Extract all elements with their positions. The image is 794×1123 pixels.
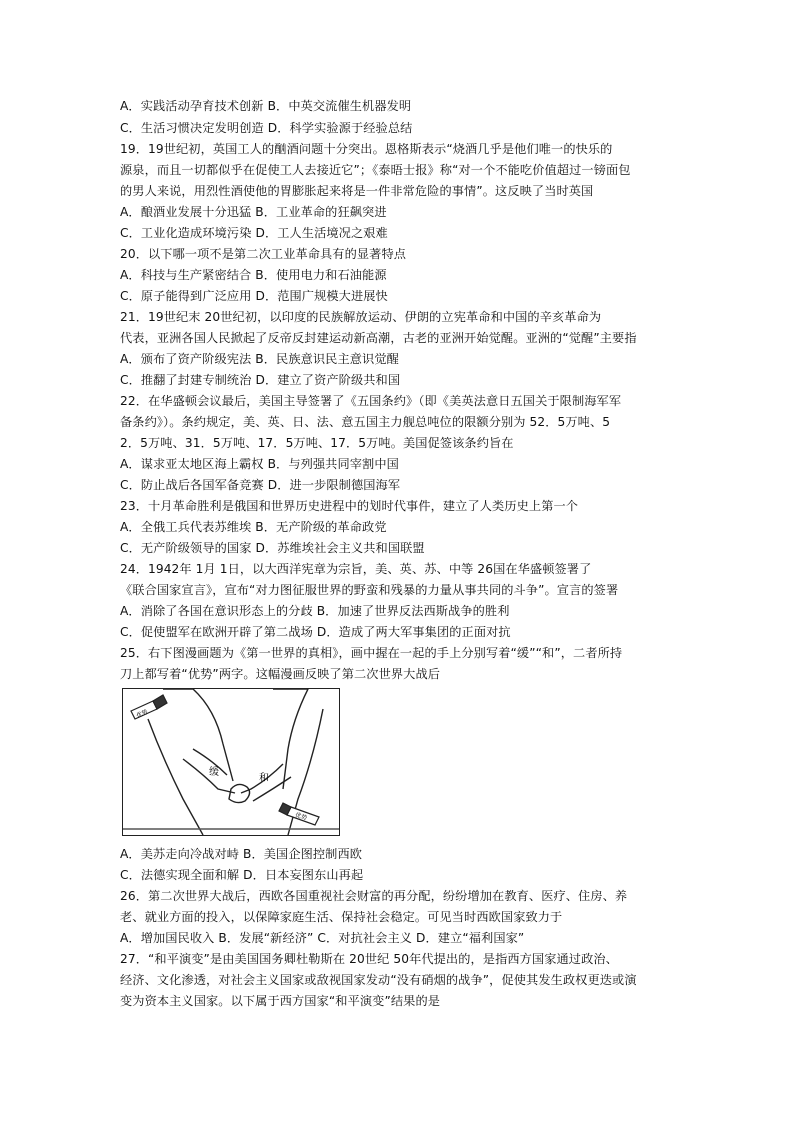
q25-options-cd: C．法德实现全面和解 D．日本妄图东山再起 bbox=[120, 868, 364, 882]
q18-options-ab: A．实践活动孕育技术创新 B．中英交流催生机器发明 bbox=[120, 99, 412, 113]
q19-options-cd: C．工业化造成环境污染 D．工人生活境况之艰难 bbox=[120, 226, 388, 240]
q20-options-cd: C．原子能得到广泛应用 D．范围广规模大进展快 bbox=[120, 289, 388, 303]
handshake-hands bbox=[229, 784, 250, 802]
right-knife-label: 优势 bbox=[294, 811, 308, 823]
q22-stem-line2: 备条约》）。条约规定，美、英、日、法、意五国主力舰总吨位的限额分别为 52．5万吨、5 bbox=[120, 415, 611, 429]
q22-stem-line3: 2．5万吨、31．5万吨、17．5万吨、17．5万吨。美国促签该条约旨在 bbox=[120, 436, 514, 450]
cartoon-drawing bbox=[123, 689, 339, 835]
left-figure-outline bbox=[163, 689, 233, 781]
q19-options-ab: A．酿酒业发展十分迅猛 B．工业革命的狂飙突进 bbox=[120, 205, 387, 219]
right-figure-outline bbox=[273, 689, 308, 789]
q20-options-ab: A．科技与生产紧密结合 B．使用电力和石油能源 bbox=[120, 268, 387, 282]
q24-options-ab: A．消除了各国在意识形态上的分歧 B．加速了世界反法西斯战争的胜利 bbox=[120, 604, 510, 618]
q22-stem-line1: 22．在华盛顿会议最后，美国主导签署了《五国条约》（即《美英法意日五国关于限制海军军 bbox=[120, 394, 622, 408]
q25-stem-line1: 25．右下图漫画题为《第一世界的真相》，画中握在一起的手上分别写着“缓”“和”，二者所持 bbox=[120, 646, 623, 660]
q23-options-cd: C．无产阶级领导的国家 D．苏维埃社会主义共和国联盟 bbox=[120, 541, 425, 555]
q20-stem: 20．以下哪一项不是第二次工业革命具有的显著特点 bbox=[120, 247, 407, 261]
q21-options-ab: A．颁布了资产阶级宪法 B．民族意识民主意识觉醒 bbox=[120, 352, 399, 366]
q26-options: A．增加国民收入 B．发展“新经济” C．对抗社会主义 D．建立“福利国家” bbox=[120, 931, 525, 945]
left-hand-character: 缓 bbox=[209, 767, 219, 778]
q22-options-cd: C．防止战后各国军备竞赛 D．进一步限制德国海军 bbox=[120, 478, 401, 492]
q24-options-cd: C．促使盟军在欧洲开辟了第二战场 D．造成了两大军事集团的正面对抗 bbox=[120, 625, 511, 639]
cartoon-illustration bbox=[122, 688, 340, 836]
q23-options-ab: A．全俄工兵代表苏维埃 B．无产阶级的革命政党 bbox=[120, 520, 387, 534]
q19-stem-line3: 的男人来说，用烈性酒使他的胃膨胀起来将是一件非常危险的事情”。这反映了当时英国 bbox=[120, 184, 594, 198]
q25-stem-line2: 刀上都写着“优势”两字。这幅漫画反映了第二次世界大战后 bbox=[120, 667, 441, 681]
q21-stem-line1: 21．19世纪末 20世纪初，以印度的民族解放运动、伊朗的立宪革命和中国的辛亥革命为 bbox=[120, 310, 602, 324]
q26-stem-line2: 老、就业方面的投入，以保障家庭生活、保持社会稳定。可见当时西欧国家致力于 bbox=[120, 910, 563, 924]
right-hand-character: 和 bbox=[259, 773, 269, 784]
q27-stem-line1: 27．“和平演变”是由美国国务卿杜勒斯在 20世纪 50年代提出的，是指西方国家通过政治、 bbox=[120, 952, 618, 966]
q24-stem-line1: 24．1942年 1月 1日，以大西洋宪章为宗旨，美、英、苏、中等 26国在华盛顿签署了 bbox=[120, 562, 592, 576]
q21-stem-line2: 代表，亚洲各国人民掀起了反帝反封建运动新高潮，古老的亚洲开始觉醒。亚洲的“觉醒”主要指 bbox=[120, 331, 637, 345]
q23-stem: 23．十月革命胜利是俄国和世界历史进程中的划时代事件，建立了人类历史上第一个 bbox=[120, 499, 579, 513]
q18-options-cd: C．生活习惯决定发明创造 D．科学实验源于经验总结 bbox=[120, 121, 413, 135]
q27-stem-line2: 经济、文化渗透，对社会主义国家或敌视国家发动“没有硝烟的战争”，促使其发生政权更迭或演 bbox=[120, 973, 637, 987]
q21-options-cd: C．推翻了封建专制统治 D．建立了资产阶级共和国 bbox=[120, 373, 401, 387]
q19-stem-line2: 源泉，而且一切都似乎在促使工人去接近它”；《泰晤士报》称“对一个不能吃价值超过一镑面包 bbox=[120, 163, 631, 177]
q27-stem-line3: 变为资本主义国家。以下属于西方国家“和平演变”结果的是 bbox=[120, 994, 441, 1008]
left-knife-label: 优势 bbox=[135, 708, 150, 720]
q19-stem-line1: 19．19世纪初，英国工人的酗酒问题十分突出。恩格斯表示“烧酒几乎是他们唯一的快乐的 bbox=[120, 142, 613, 156]
q24-stem-line2: 《联合国家宣言》，宣布“对力图征服世界的野蛮和残暴的力量从事共同的斗争”。宣言的签署 bbox=[120, 583, 619, 597]
left-figure-back bbox=[148, 719, 203, 835]
q26-stem-line1: 26．第二次世界大战后，西欧各国重视社会财富的再分配，纷纷增加在教育、医疗、住房、养 bbox=[120, 889, 628, 903]
q22-options-ab: A．谋求亚太地区海上霸权 B．与列强共同宰割中国 bbox=[120, 457, 399, 471]
q25-options-ab: A．美苏走向冷战对峙 B．美国企图控制西欧 bbox=[120, 847, 363, 861]
